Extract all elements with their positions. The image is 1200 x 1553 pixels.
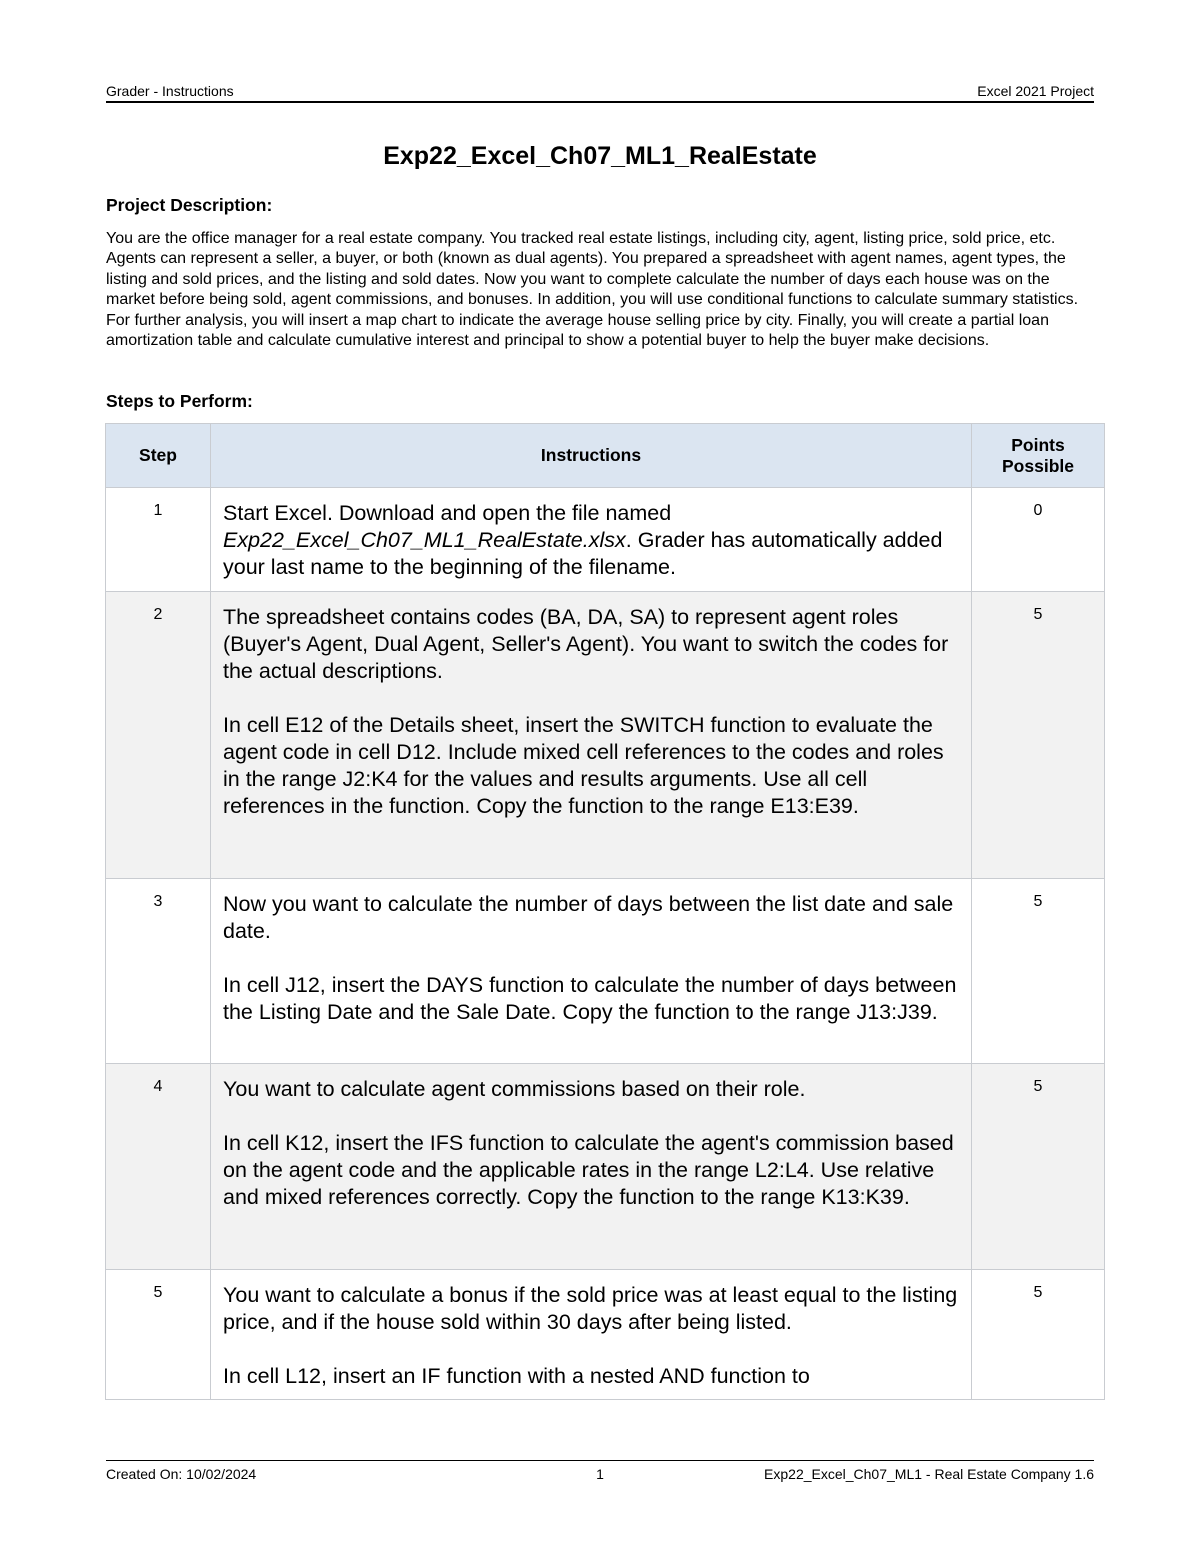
header-points-line1: Points xyxy=(1011,434,1065,455)
document-title: Exp22_Excel_Ch07_ML1_RealEstate xyxy=(383,142,817,170)
instruction-paragraph: In cell K12, insert the IFS function to calculate the agent's commission based on the agent code and the applicable rates in the range L2:L4. Use relative and mixed references correctly. Copy the function to the range K13:K39. xyxy=(223,1131,954,1209)
table-row xyxy=(106,592,1105,879)
footer-rule xyxy=(106,1460,1094,1461)
header-rule xyxy=(106,101,1094,103)
step-number: 3 xyxy=(106,879,211,1064)
project-description-text: You are the office manager for a real estate company. You tracked real estate listings, including city, agent, listing price, sold price, etc. Agents can represent a seller, a buyer, or both (known as dual agents). You prepared a spreadsheet with agent names, agent types, the listing and sold prices, and the listing and sold dates. Now you want to complete calculate the number of days each house was on the market before being sold, agent commissions, and bonuses. In addition, you will use conditional functions to calculate summary statistics. For further analysis, you will insert a map chart to indicate the average house selling price by city. Finally, you will create a partial loan amortization table and calculate cumulative interest and principal to show a potential buyer to help the buyer make decisions. xyxy=(106,230,1079,350)
step-points: 0 xyxy=(972,488,1105,592)
instruction-paragraph: In cell J12, insert the DAYS function to calculate the number of days between the Listing Date and the Sale Date. Copy the function to the range J13:J39. xyxy=(223,973,957,1024)
step-instructions xyxy=(211,1064,972,1270)
header-points xyxy=(972,424,1105,488)
step-number: 2 xyxy=(106,592,211,879)
instruction-paragraph: The spreadsheet contains codes (BA, DA, SA) to represent agent roles (Buyer's Agent, Dual Agent, Seller's Agent). You want to switch the codes for the actual descriptions. xyxy=(223,605,949,683)
table-header-row xyxy=(106,424,1105,488)
step-instructions xyxy=(211,592,972,879)
step-instructions xyxy=(211,879,972,1064)
instruction-text: Start Excel. Download and open the file named xyxy=(223,501,672,525)
step-instructions xyxy=(211,488,972,592)
table-row xyxy=(106,1064,1105,1270)
instruction-paragraph: You want to calculate a bonus if the sold price was at least equal to the listing price, and if the house sold within 30 days after being listed. xyxy=(223,1283,958,1334)
project-description-label: Project Description: xyxy=(106,195,273,215)
step-points: 5 xyxy=(972,879,1105,1064)
footer-document-name: Exp22_Excel_Ch07_ML1 - Real Estate Company 1.6 xyxy=(764,1466,1094,1482)
footer-page-number: 1 xyxy=(596,1466,604,1482)
header-right-text: Excel 2021 Project xyxy=(977,83,1094,99)
table-row xyxy=(106,1270,1105,1400)
step-points: 5 xyxy=(972,1270,1105,1400)
table-row xyxy=(106,879,1105,1064)
instruction-text: . Grader has automatically added your last name to the beginning of the filename. xyxy=(223,528,943,579)
step-number: 5 xyxy=(106,1270,211,1400)
step-number: 4 xyxy=(106,1064,211,1270)
table-row xyxy=(106,488,1105,592)
steps-table xyxy=(105,423,1105,1400)
instruction-paragraph: You want to calculate agent commissions based on their role. xyxy=(223,1077,806,1101)
steps-label: Steps to Perform: xyxy=(106,391,253,411)
header-left-text: Grader - Instructions xyxy=(106,83,234,99)
header-points-line2: Possible xyxy=(1002,455,1074,476)
filename-text: Exp22_Excel_Ch07_ML1_RealEstate.xlsx xyxy=(223,528,626,552)
instruction-paragraph: In cell L12, insert an IF function with a nested AND function to xyxy=(223,1364,810,1388)
footer-created-on: Created On: 10/02/2024 xyxy=(106,1466,257,1482)
instruction-paragraph: In cell E12 of the Details sheet, insert the SWITCH function to evaluate the agent code in cell D12. Include mixed cell references to the codes and roles in the range J2:K4 for the values and results arguments. Use all cell references in the function. Copy the function to the range E13:E39. xyxy=(223,713,944,818)
step-points: 5 xyxy=(972,592,1105,879)
step-number: 1 xyxy=(106,488,211,592)
step-points: 5 xyxy=(972,1064,1105,1270)
header-instructions: Instructions xyxy=(211,424,972,488)
instruction-paragraph: Now you want to calculate the number of days between the list date and sale date. xyxy=(223,892,954,943)
step-instructions xyxy=(211,1270,972,1400)
header-step: Step xyxy=(106,424,211,488)
instruction-paragraph xyxy=(223,500,959,581)
